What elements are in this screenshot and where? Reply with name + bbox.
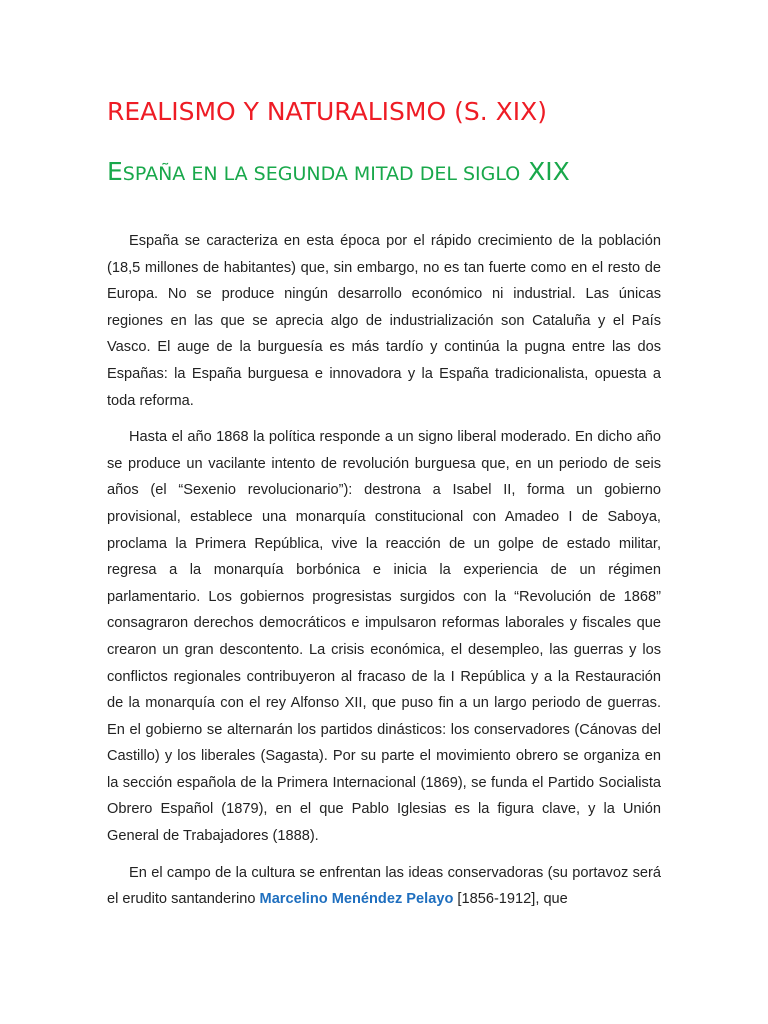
paragraph-2: Hasta el año 1868 la política responde a un signo liberal moderado. En dicho año se produce un vacilante intento de revolución burguesa que, en un periodo de seis años (el “Sexenio revolucionario”): destrona a Isabel II, forma un gobierno provisional, establece una monarquía constitucional con Amadeo I de Saboya, proclama la Primera República, vive la reacción de un golpe de estado militar, regresa a la monarquía borbónica e inicia la experiencia de un régimen parlamentario. Los gobiernos progresistas surgidos con la “Revolución de 1868” consagraron derechos democráticos e impulsaron reformas laborales y fiscales que crearon un gran descontento. La crisis económica, el desempleo, las guerras y los conflictos regionales contribuyeron al fracaso de la I República y a la Restauración de la monarquía con el rey Alfonso XII, que puso fin a un largo periodo de guerras. En el gobierno se alternarán los partidos dinásticos: los conservadores (Cánovas del Castillo) y los liberales (Sagasta). Por su parte el movimiento obrero se organiza en la sección española de la Primera Internacional (1869), se funda el Partido Socialista Obrero Español (1879), en el que Pablo Iglesias es la figura clave, y la Unión General de Trabajadores (1888). bbox=[107, 429, 661, 845]
section-heading bbox=[107, 154, 661, 198]
section-heading-space bbox=[520, 157, 528, 186]
paragraph-1: España se caracteriza en esta época por el rápido crecimiento de la población (18,5 millones de habitantes) que, sin embargo, no es tan fuerte como en el resto de Europa. No se produce ningún desarrollo económico ni industrial. Las únicas regiones en las que se aprecia algo de industrialización son Cataluña y el País Vasco. El auge de la burguesía es más tardío y continúa la pugna entre las dos Españas: la España burguesa e innovadora y la España tradicionalista, opuesta a toda reforma. bbox=[107, 233, 661, 409]
paragraph-3 bbox=[107, 860, 661, 913]
section-heading-initial: E bbox=[107, 157, 123, 186]
author-link[interactable]: Marcelino Menéndez Pelayo bbox=[259, 891, 454, 908]
document-page bbox=[107, 94, 661, 913]
page-title: REALISMO Y NATURALISMO (S. XIX) bbox=[107, 97, 548, 126]
section-heading-roman: XIX bbox=[528, 157, 570, 186]
section-heading-text: SPAÑA EN LA SEGUNDA MITAD DEL SIGLO bbox=[122, 163, 521, 185]
paragraph-3-text-after: [1856-1912], que bbox=[453, 891, 568, 908]
paragraph-3-text-before: En el campo de la cultura se enfrentan las ideas conservadoras (su portavoz será el erudito santanderino bbox=[107, 864, 661, 908]
